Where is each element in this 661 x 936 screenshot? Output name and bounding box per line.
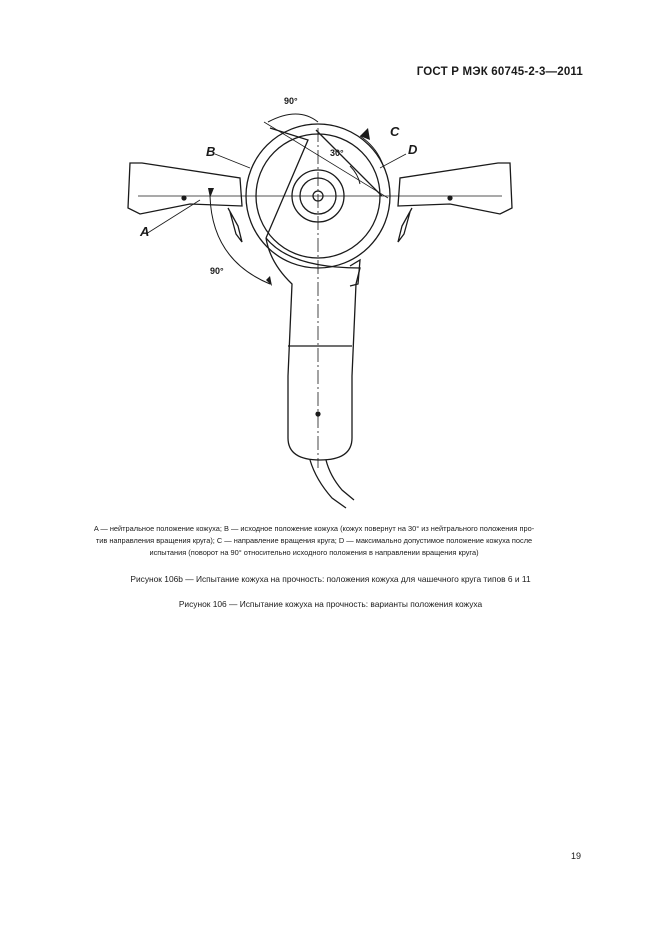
- label-d: D: [408, 142, 418, 157]
- switch-lever: [350, 260, 360, 286]
- angle-side: 90°: [210, 266, 224, 276]
- legend-line: испытания (поворот на 90° относительно исходного положения в направлении вращения круга): [149, 548, 479, 557]
- legend-line: A — нейтральное положение кожуха; B — исходное положение кожуха (кожух повернут на 30° из нейтрального положения про-: [93, 524, 535, 533]
- guard-position-line: [264, 122, 388, 198]
- legend-line: тив направления вращения круга); C — направление вращения круга; D — максимально допустимое положение кожуха после: [95, 536, 533, 545]
- figure-caption-main: Рисунок 106 — Испытание кожуха на прочность: варианты положения кожуха: [178, 599, 483, 609]
- left-handle: [128, 163, 242, 214]
- figure-caption-sub: Рисунок 106b — Испытание кожуха на прочность: положения кожуха для чашечного круга типов 6 и 11: [130, 574, 531, 584]
- right-handle: [398, 163, 512, 214]
- label-c: C: [390, 124, 400, 139]
- angle-top: 90°: [284, 96, 298, 106]
- grinder-guard-figure: [120, 88, 520, 518]
- label-a: A: [140, 224, 150, 239]
- page-number: 19: [570, 851, 581, 861]
- figure-legend: [48, 523, 580, 559]
- angle-arc-top: [268, 114, 318, 122]
- grinder-drawing: [120, 88, 520, 518]
- label-b: B: [206, 144, 216, 159]
- angle-guard: 30°: [330, 148, 344, 158]
- power-cable: [310, 460, 354, 508]
- document-header: ГОСТ Р МЭК 60745-2-3—2011: [416, 66, 583, 78]
- gear-head-body: [266, 238, 360, 460]
